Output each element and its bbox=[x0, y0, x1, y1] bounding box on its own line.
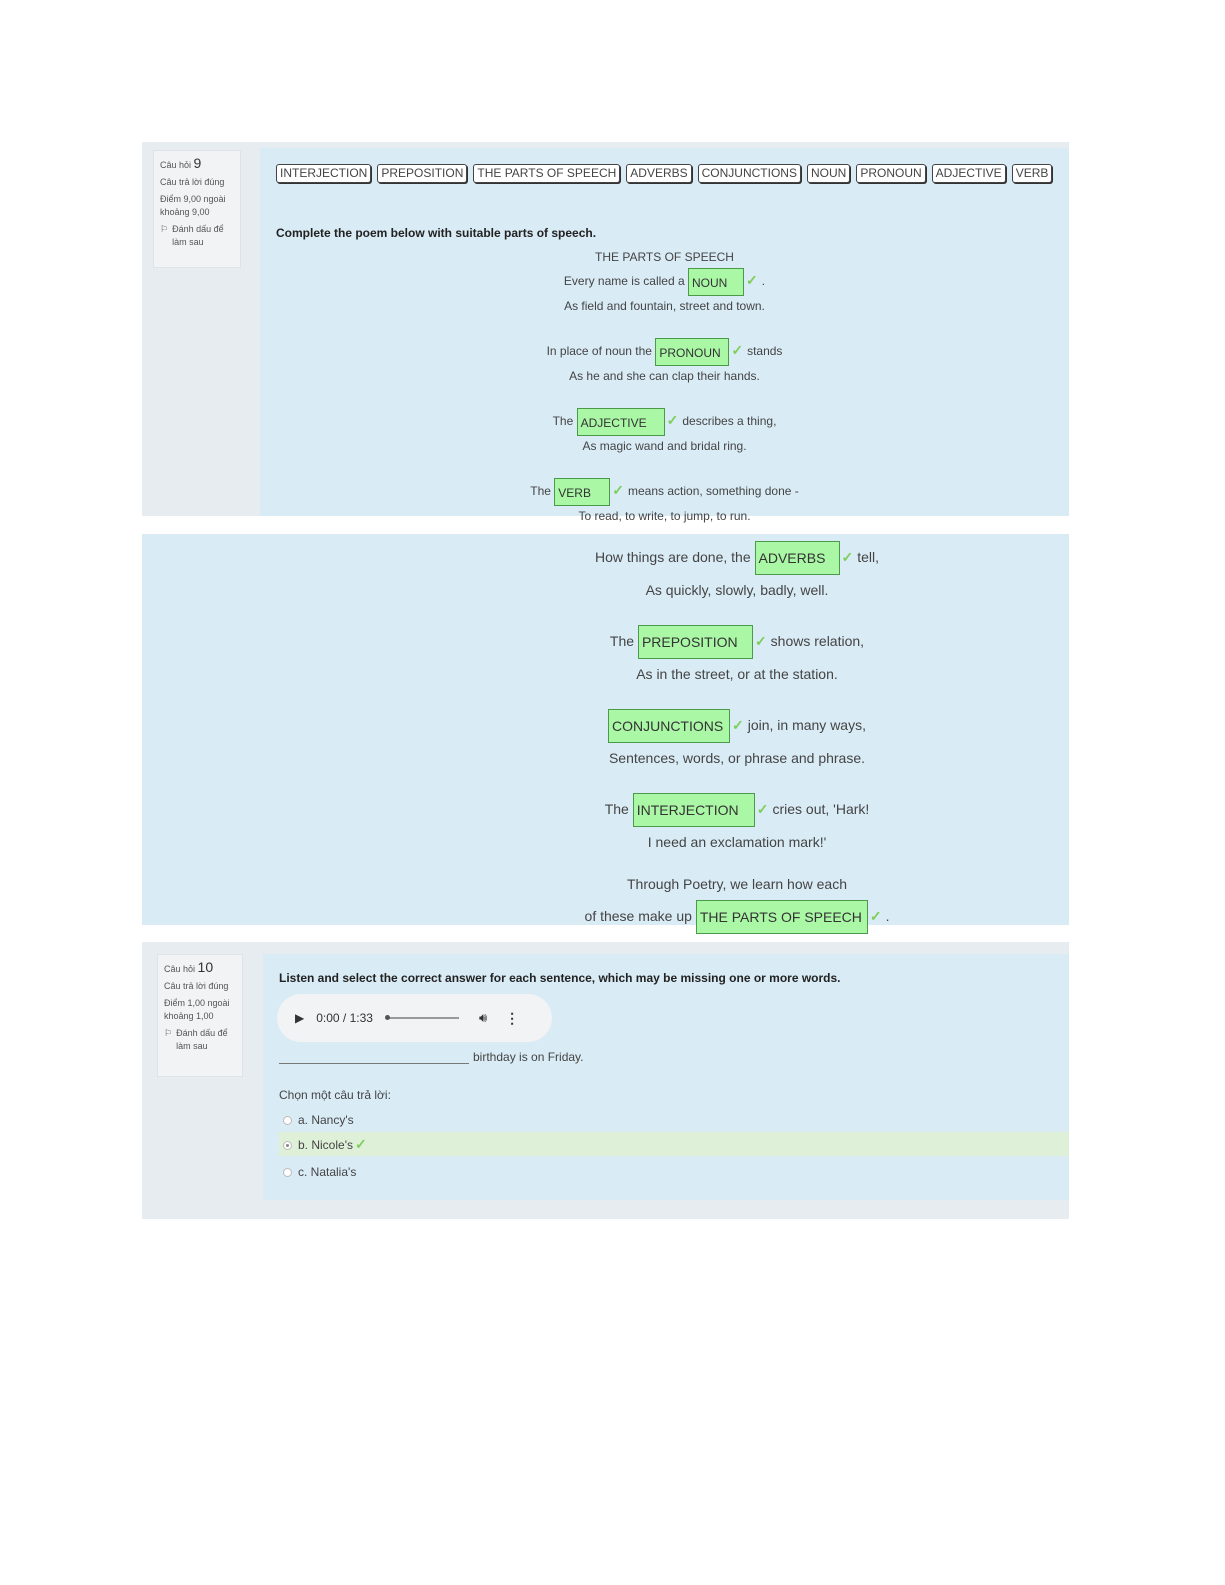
poem-line: How things are done, the ADVERBS ✓ tell, bbox=[142, 538, 1225, 576]
poem-line: Every name is called a NOUN ✓ . bbox=[260, 266, 1069, 294]
poem-line: As magic wand and bridal ring. bbox=[582, 439, 747, 453]
check-icon: ✓ bbox=[612, 482, 624, 498]
choice-chip[interactable]: ADVERBS bbox=[626, 164, 691, 183]
choice-chip[interactable]: PRONOUN bbox=[856, 164, 925, 183]
answer-drop-box[interactable]: PREPOSITION bbox=[638, 625, 753, 659]
answer-drop-box[interactable]: CONJUNCTIONS bbox=[608, 709, 730, 743]
check-icon: ✓ bbox=[731, 342, 744, 358]
check-icon: ✓ bbox=[869, 908, 882, 924]
play-icon[interactable]: ▶ bbox=[295, 1011, 305, 1025]
answer-drop-box[interactable]: VERB bbox=[554, 478, 610, 506]
answer-option[interactable]: c. Natalia's bbox=[283, 1162, 356, 1182]
answer-drop-box[interactable]: ADJECTIVE bbox=[577, 408, 665, 436]
answer-option-correct[interactable]: b. Nicole's ✓ bbox=[279, 1132, 1069, 1156]
poem-line: CONJUNCTIONS ✓ join, in many ways, bbox=[142, 706, 1225, 744]
volume-icon[interactable]: 🔊︎ bbox=[478, 1010, 488, 1025]
check-icon: ✓ bbox=[731, 717, 744, 733]
choice-chip[interactable]: INTERJECTION bbox=[276, 164, 371, 183]
question-9-info bbox=[153, 150, 241, 268]
poem-line: The ADJECTIVE ✓ describes a thing, bbox=[260, 406, 1069, 434]
question-number: Câu hỏi 10 bbox=[164, 959, 214, 975]
check-icon: ✓ bbox=[841, 549, 854, 565]
check-icon: ✓ bbox=[754, 633, 767, 649]
poem-line: As he and she can clap their hands. bbox=[569, 369, 760, 383]
flag-question-link[interactable]: ⚐ Đánh dấu để làm sau bbox=[160, 224, 224, 247]
question-number: Câu hỏi 9 bbox=[160, 155, 202, 171]
flag-question-link[interactable]: ⚐ Đánh dấu để làm sau bbox=[164, 1028, 228, 1051]
poem-line: The VERB ✓ means action, something done - bbox=[260, 476, 1069, 504]
question-10-content bbox=[263, 954, 1069, 1200]
question-9-content bbox=[260, 148, 1069, 523]
answer-drop-box[interactable]: INTERJECTION bbox=[633, 793, 755, 827]
choice-chip[interactable]: ADJECTIVE bbox=[932, 164, 1006, 183]
question-10-instruction: Listen and select the correct answer for each sentence, which may be missing one or more words. bbox=[279, 971, 841, 985]
poem-line: The INTERJECTION ✓ cries out, 'Hark! bbox=[142, 790, 1225, 828]
choice-chip[interactable]: NOUN bbox=[807, 164, 850, 183]
radio-button[interactable] bbox=[283, 1168, 292, 1177]
poem-line: To read, to write, to jump, to run. bbox=[578, 509, 751, 523]
choice-chip[interactable]: CONJUNCTIONS bbox=[698, 164, 801, 183]
drag-choices bbox=[276, 164, 1066, 188]
blank-line bbox=[279, 1052, 469, 1064]
audio-progress-knob[interactable] bbox=[385, 1015, 390, 1020]
audio-time: 0:00 / 1:33 bbox=[316, 1011, 373, 1025]
audio-progress-bar[interactable] bbox=[387, 1017, 459, 1019]
question-10-info bbox=[157, 954, 243, 1077]
answer-option[interactable]: a. Nancy's bbox=[283, 1110, 354, 1130]
poem-line: I need an exclamation mark!' bbox=[647, 834, 827, 850]
question-10-panel bbox=[142, 942, 1069, 1219]
check-icon: ✓ bbox=[746, 272, 758, 288]
poem-line: As quickly, slowly, badly, well. bbox=[645, 582, 829, 598]
question-mark: Điểm 1,00 ngoài khoảng 1,00 bbox=[164, 998, 230, 1021]
choice-chip[interactable]: VERB bbox=[1012, 164, 1053, 183]
audio-player bbox=[277, 994, 552, 1042]
question-mark: Điểm 9,00 ngoài khoảng 9,00 bbox=[160, 194, 226, 217]
poem-line: As field and fountain, street and town. bbox=[564, 299, 765, 313]
radio-button-selected[interactable] bbox=[283, 1141, 292, 1150]
answer-drop-box[interactable]: ADVERBS bbox=[755, 541, 840, 575]
poem-line: Sentences, words, or phrase and phrase. bbox=[608, 750, 866, 766]
answer-drop-box[interactable]: NOUN bbox=[688, 268, 744, 296]
poem-title: THE PARTS OF SPEECH bbox=[595, 250, 734, 264]
choice-chip[interactable]: PREPOSITION bbox=[377, 164, 467, 183]
flag-icon: ⚐ bbox=[164, 1028, 173, 1038]
poem-line: As in the street, or at the station. bbox=[636, 666, 838, 682]
question-status: Câu trả lời đúng bbox=[160, 177, 225, 187]
check-icon: ✓ bbox=[354, 1136, 367, 1152]
poem-line: of these make up THE PARTS OF SPEECH ✓ . bbox=[142, 898, 1225, 934]
check-icon: ✓ bbox=[756, 801, 769, 817]
answer-prompt: Chọn một câu trả lời: bbox=[279, 1088, 391, 1102]
question-9-panel bbox=[142, 142, 1069, 523]
answer-drop-box[interactable]: THE PARTS OF SPEECH bbox=[696, 900, 868, 934]
question-status: Câu trả lời đúng bbox=[164, 981, 229, 991]
choice-chip[interactable]: THE PARTS OF SPEECH bbox=[473, 164, 620, 183]
question-9-panel-continued bbox=[142, 534, 1069, 925]
poem-line: Through Poetry, we learn how each bbox=[627, 876, 847, 892]
more-options-icon[interactable]: ⋮ bbox=[505, 1009, 520, 1026]
flag-icon: ⚐ bbox=[160, 224, 169, 234]
question-9-instruction: Complete the poem below with suitable parts of speech. bbox=[276, 226, 597, 240]
radio-button[interactable] bbox=[283, 1116, 292, 1125]
answer-drop-box[interactable]: PRONOUN bbox=[655, 338, 729, 366]
poem-line: In place of noun the PRONOUN ✓ stands bbox=[260, 336, 1069, 364]
question-sentence: birthday is on Friday. bbox=[279, 1050, 584, 1064]
check-icon: ✓ bbox=[666, 412, 679, 428]
poem-part-2 bbox=[142, 538, 1225, 934]
poem-line: The PREPOSITION ✓ shows relation, bbox=[142, 622, 1225, 660]
poem-part-1 bbox=[260, 248, 1069, 528]
